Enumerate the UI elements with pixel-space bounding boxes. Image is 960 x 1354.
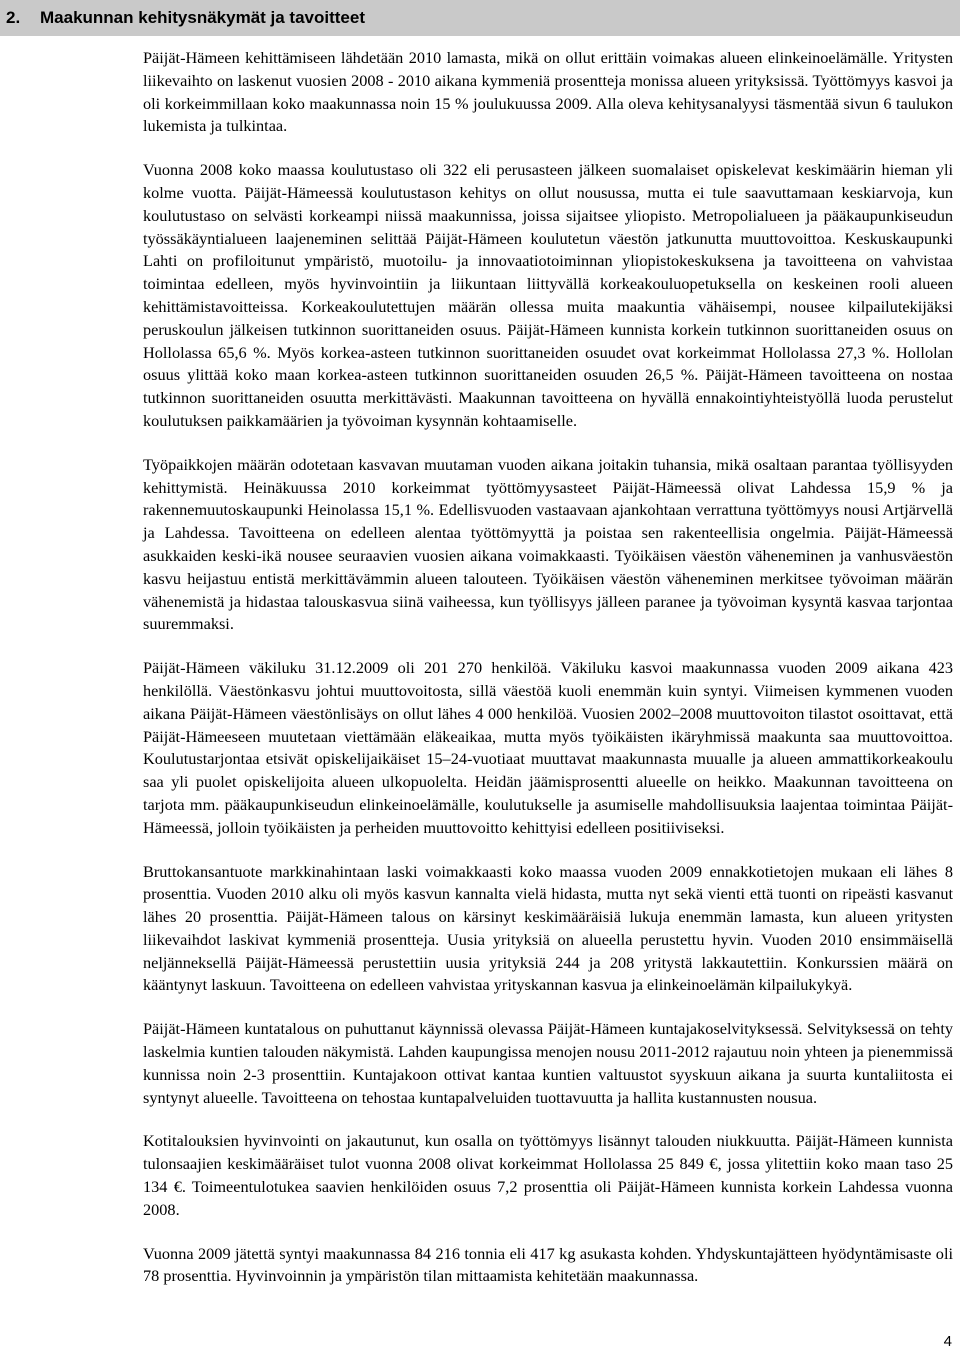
page-number: 4 [943,1333,952,1350]
paragraph: Bruttokansantuote markkinahintaan laski voimakkaasti koko maassa vuoden 2009 ennakkotietojen mukaan eli lähes 8 prosenttia. Vuoden 2010 alku oli myös kasvun kannalta vielä hidasta, mutta nyt sekä vienti että tuonti on ripeästi kasvanut lähes 20 prosenttia. Päijät-Hämeen talous on kärsinyt keskimääräisiä lukuja enemmän lamasta, kun alueen yritysten liikevaihdot laskivat kymmeniä prosentteja. Uusia yrityksiä on alueella perustettu hyvin. Vuoden 2010 ensimmäisellä neljänneksellä Päijät-Hämeessä perustettiin uusia yrityksiä 244 ja 208 yritystä lakkautettiin. Konkurssien määrä on kääntynyt laskuun. Tavoitteena on edelleen vahvistaa yrityskannan kasvua ja elinkeinoelämän kilpailukykyä. [143,861,953,995]
paragraph: Päijät-Hämeen väkiluku 31.12.2009 oli 201 270 henkilöä. Väkiluku kasvoi maakunnassa vuoden 2009 aikana 423 henkilöllä. Väestönkasvu johtui muuttovoitosta, sillä väestöä kuoli enemmän kuin syntyi. Viimeisen kymmenen vuoden aikana Päijät-Hämeen väestönlisäys on ollut lähes 4 000 henkilöä. Vuosien 2002–2008 muuttovoiton tilastot osoittavat, että Päijät-Hämeeseen muutetaan viettämään eläkeaikaa, mutta myös työikäisten ikäryhmissä maakunta saa muuttovoittoa. Koulutustarjontaa etsivät opiskelijaikäiset 15–24-vuotiaat muuttavat maakunnasta muualle ja alueen ammattikorkeakoulu saa yli puolet opiskelijoita alueen ulkopuolelta. Heidän jäämisprosentti alueelle on heikko. Maakunnan tavoitteena on tarjota mm. pääkaupunkiseudun elinkeinoelämälle, koulutukselle ja asumiselle mahdollisuuksia laajentaa toimintaa Päijät-Hämeessä, jolloin työikäisten ja perheiden muuttovoitto kehittyisi edelleen positiiviseksi. [143,658,953,837]
paragraph: Työpaikkojen määrän odotetaan kasvavan muutaman vuoden aikana joitakin tuhansia, mikä osaltaan parantaa työllisyyden kehittymistä. Heinäkuussa 2010 korkeimmat työttömyysasteet Päijät-Hämeessä olivat Lahdessa 15,9 % ja rakennemuutoskaupunki Heinolassa 15,1 %. Edellisvuoden vastaavaan ajankohtaan verrattuna työttömyys nousi Artjärvellä ja Lahdessa. Tavoitteena on edelleen alentaa työttömyyttä ja poistaa sen rakenteellisia ongelmia. Päijät-Hämeessä asukkaiden keski-ikä nousee seuraavien vuosien aikana voimakkaasti. Työikäisen väestön väheneminen ja vanhusväestön kasvu heijastuu entistä merkittävämmin alueen talouteen. Työikäisen väestön väheneminen merkitsee työvoiman määrän vähenemistä ja hidastaa talouskasvua siinä vaiheessa, kun työllisyys jälleen paranee ja työvoiman kysyntä kasvaa tarjontaa suuremmaksi. [143,454,953,634]
section-heading [0,0,960,36]
body-text [143,47,953,1309]
section-title: Maakunnan kehitysnäkymät ja tavoitteet [40,8,366,27]
paragraph: Vuonna 2008 koko maassa koulutustaso oli 322 eli perusasteen jälkeen suomalaiset opiskelevat keskimäärin hieman yli kolme vuotta. Päijät-Hämeessä koulutustason kehitys on ollut nousussa, mutta ei tule saavuttamaan keskiarvoja, kun koulutustaso on selvästi korkeampi niissä maakunnissa, joissa sijaitsee yliopisto. Metropolialueen ja pääkaupunkiseudun työssäkäyntialueen laajeneminen selittää Päijät-Hämeen koulutetun väestön jatkunutta muuttovoittoa. Keskuskaupunki Lahti on profiloitunut ympäristö, muotoilu- ja innovaatiotoiminnan yliopistokeskuksena ja tavoitteena on vahvistaa toimintaa edelleen, myös hyvinvointiin ja liikuntaan liittyvällä korkeakouluopetuksella on keskeinen rooli alueen kehittämistavoitteissa. Korkeakoulutettujen määrän ollessa muita maakuntia vähäisempi, nousee kilpailutekijäksi peruskoulun jälkeisen tutkinnon suorittaneiden osuus. Päijät-Hämeen kunnista korkein tutkinnon suorittaneiden osuus on Hollolassa 65,6 %. Myös korkea-asteen tutkinnon suorittaneiden osuudet ovat korkeimmat Hollolassa 27,3 %. Hollolan osuus ylittää koko maan korkea-asteen tutkinnon suorittaneiden osuuden 26,5 %. Päijät-Hämeen tavoitteena on nostaa tutkinnon suorittaneiden osuutta merkittävästi. Maakunnan tavoitteena on hyvällä ennakointiyhteistyöllä luoda perustelut koulutuksen paikkamäärien ja työvoiman kysynnän kohtaamiselle. [143,160,953,430]
paragraph: Päijät-Hämeen kehittämiseen lähdetään 2010 lamasta, mikä on ollut erittäin voimakas alueen elinkeinoelämälle. Yritysten liikevaihto on laskenut vuosien 2008 - 2010 aikana kymmeniä prosentteja monissa alueen yrityksissä. Työttömyys kasvoi ja oli korkeimmillaan koko maakunnassa noin 15 % joulukuussa 2009. Alla oleva kehitysanalyysi täsmentää sivun 6 taulukon lukemista ja tulkintaa. [143,48,953,136]
paragraph: Päijät-Hämeen kuntatalous on puhuttanut käynnissä olevassa Päijät-Hämeen kuntajakoselvityksessä. Selvityksessä on tehty laskelmia kuntien talouden näkymistä. Lahden kaupungissa menojen nousu 2011-2012 rajautuu noin yhteen ja pienemmissä kunnissa noin 2-3 prosenttiin. Kuntajakoon ottivat kantaa kuntien valtuustot syyskuun aikana ja suurta kuntaliitosta ei syntynyt alueelle. Tavoitteena on tehostaa kuntapalveluiden tuottavuutta ja hallita kustannusten nousua. [143,1019,953,1107]
paragraph: Kotitalouksien hyvinvointi on jakautunut, kun osalla on työttömyys lisännyt talouden niukkuutta. Päijät-Hämeen kunnista tulonsaajien keskimääräiset tulot vuonna 2008 olivat korkeimmat Hollolassa 25 849 €, jossa ylitettiin koko maan taso 25 134 €. Toimeentulotukea saavien henkilöiden osuus 7,2 prosenttia oli Päijät-Hämeen kunnista korkein Lahdessa vuonna 2008. [143,1131,953,1219]
section-number: 2. [6,8,21,27]
paragraph: Vuonna 2009 jätettä syntyi maakunnassa 84 216 tonnia eli 417 kg asukasta kohden. Yhdyskuntajätteen hyödyntämisaste oli 78 prosenttia. Hyvinvoinnin ja ympäristön tilan mittaamista kehitetään maakunnassa. [143,1243,953,1286]
